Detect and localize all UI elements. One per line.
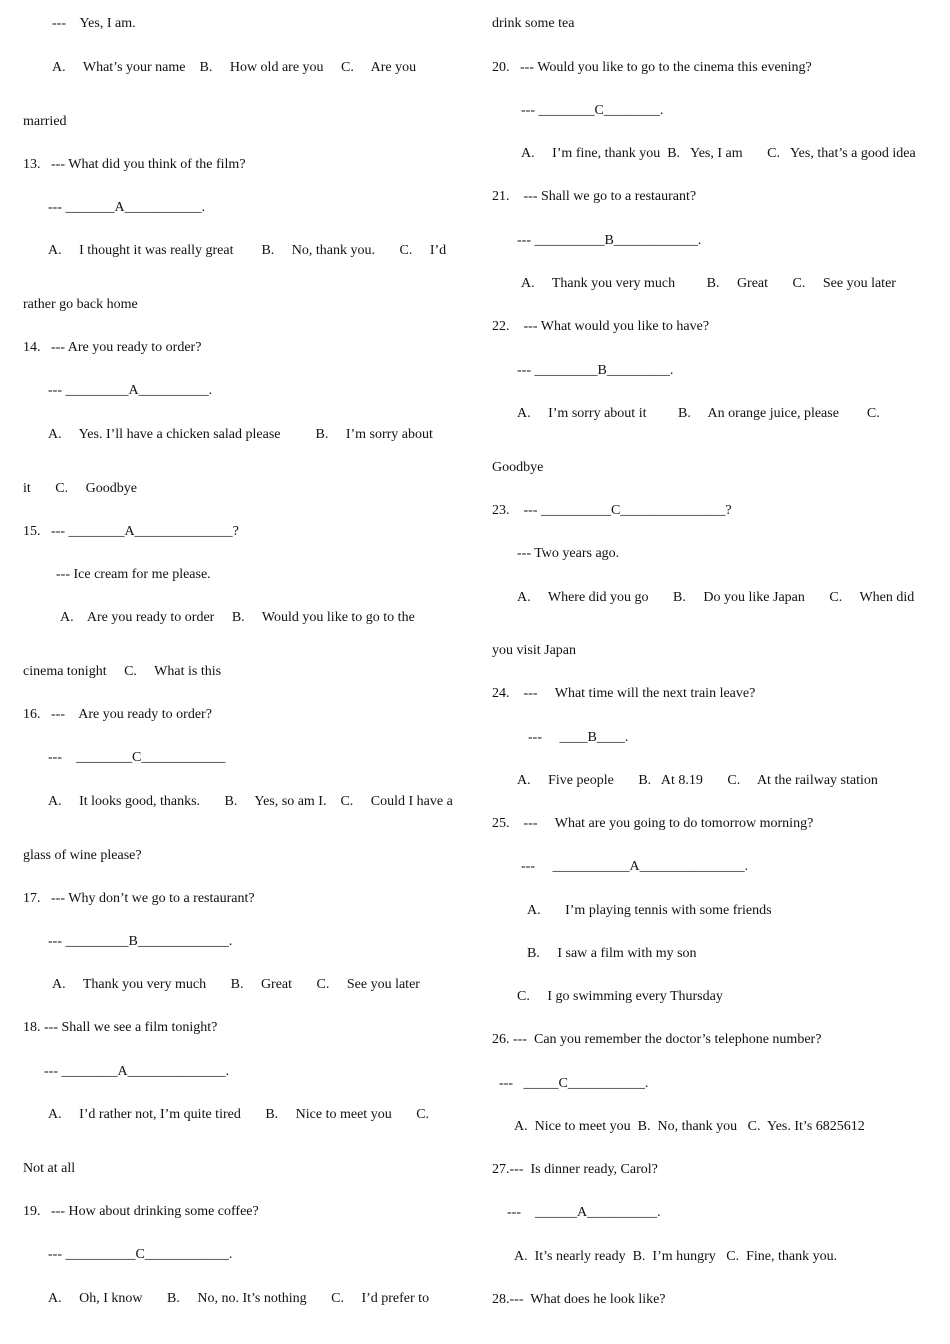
- options-line: A. It’s nearly ready B. I’m hungry C. Fine, thank you.: [514, 1249, 838, 1264]
- text-line: drink some tea: [492, 16, 575, 31]
- text-line: Goodbye: [492, 460, 544, 475]
- answer-line: --- __________C____________.: [48, 1247, 233, 1262]
- text-line: married: [23, 114, 67, 129]
- options-line: A. Thank you very much B. Great C. See you later: [521, 276, 896, 291]
- answer-line: --- ________C____________: [48, 750, 226, 765]
- options-line: A. Five people B. At 8.19 C. At the railway station: [517, 773, 878, 788]
- question-26: 26. --- Can you remember the doctor’s telephone number?: [492, 1032, 822, 1047]
- question-14: 14. --- Are you ready to order?: [23, 340, 202, 355]
- question-24: 24. --- What time will the next train leave?: [492, 686, 756, 701]
- option-c: C. I go swimming every Thursday: [517, 989, 723, 1004]
- question-16: 16. --- Are you ready to order?: [23, 707, 212, 722]
- text-line: A. What’s your name B. How old are you C. Are you: [52, 60, 417, 75]
- answer-line: --- ________C________.: [521, 103, 664, 118]
- answer-line: --- ________A______________.: [44, 1064, 230, 1079]
- options-line: A. I’m fine, thank you B. Yes, I am C. Yes, that’s a good idea: [521, 146, 916, 161]
- options-line: A. It looks good, thanks. B. Yes, so am I. C. Could I have a: [48, 794, 453, 809]
- question-27: 27.--- Is dinner ready, Carol?: [492, 1162, 658, 1177]
- option-a: A. I’m playing tennis with some friends: [527, 903, 772, 918]
- options-line: A. Oh, I know B. No, no. It’s nothing C. I’d prefer to: [48, 1291, 430, 1306]
- text-line: it C. Goodbye: [23, 481, 137, 496]
- text-line: --- Ice cream for me please.: [56, 567, 211, 582]
- question-17: 17. --- Why don’t we go to a restaurant?: [23, 891, 255, 906]
- answer-line: --- ___________A_______________.: [521, 859, 749, 874]
- options-line: A. Nice to meet you B. No, thank you C. Yes. It’s 6825612: [514, 1119, 865, 1134]
- options-line: A. I’d rather not, I’m quite tired B. Nice to meet you C.: [48, 1107, 430, 1122]
- answer-line: --- _____C___________.: [499, 1076, 649, 1091]
- answer-line: --- ____B____.: [528, 730, 629, 745]
- text-line: rather go back home: [23, 297, 138, 312]
- options-line: A. I’m sorry about it B. An orange juice, please C.: [517, 406, 880, 421]
- question-19: 19. --- How about drinking some coffee?: [23, 1204, 259, 1219]
- text-line: --- Yes, I am.: [52, 16, 136, 31]
- options-line: A. I thought it was really great B. No, thank you. C. I’d: [48, 243, 447, 258]
- options-line: A. Yes. I’ll have a chicken salad please B. I’m sorry about: [48, 427, 433, 442]
- text-line: cinema tonight C. What is this: [23, 664, 222, 679]
- answer-line: --- _________A__________.: [48, 383, 213, 398]
- answer-line: --- _________B_________.: [517, 363, 674, 378]
- answer-line: --- _______A___________.: [48, 200, 206, 215]
- question-22: 22. --- What would you like to have?: [492, 319, 710, 334]
- options-line: A. Are you ready to order B. Would you like to go to the: [60, 610, 415, 625]
- question-28: 28.--- What does he look like?: [492, 1292, 666, 1307]
- options-line: A. Thank you very much B. Great C. See you later: [52, 977, 420, 992]
- answer-line: --- ______A__________.: [507, 1205, 661, 1220]
- options-line: A. Where did you go B. Do you like Japan C. When did: [517, 590, 915, 605]
- question-21: 21. --- Shall we go to a restaurant?: [492, 189, 697, 204]
- question-15: 15. --- ________A______________?: [23, 524, 239, 539]
- text-line: you visit Japan: [492, 643, 576, 658]
- question-20: 20. --- Would you like to go to the cinema this evening?: [492, 60, 812, 75]
- question-18: 18. --- Shall we see a film tonight?: [23, 1020, 218, 1035]
- answer-line: --- __________B____________.: [517, 233, 702, 248]
- text-line: glass of wine please?: [23, 848, 142, 863]
- text-line: --- Two years ago.: [517, 546, 620, 561]
- answer-line: --- _________B_____________.: [48, 934, 233, 949]
- option-b: B. I saw a film with my son: [527, 946, 697, 961]
- text-line: Not at all: [23, 1161, 76, 1176]
- question-23: 23. --- __________C_______________?: [492, 503, 732, 518]
- question-25: 25. --- What are you going to do tomorrow morning?: [492, 816, 814, 831]
- question-13: 13. --- What did you think of the film?: [23, 157, 246, 172]
